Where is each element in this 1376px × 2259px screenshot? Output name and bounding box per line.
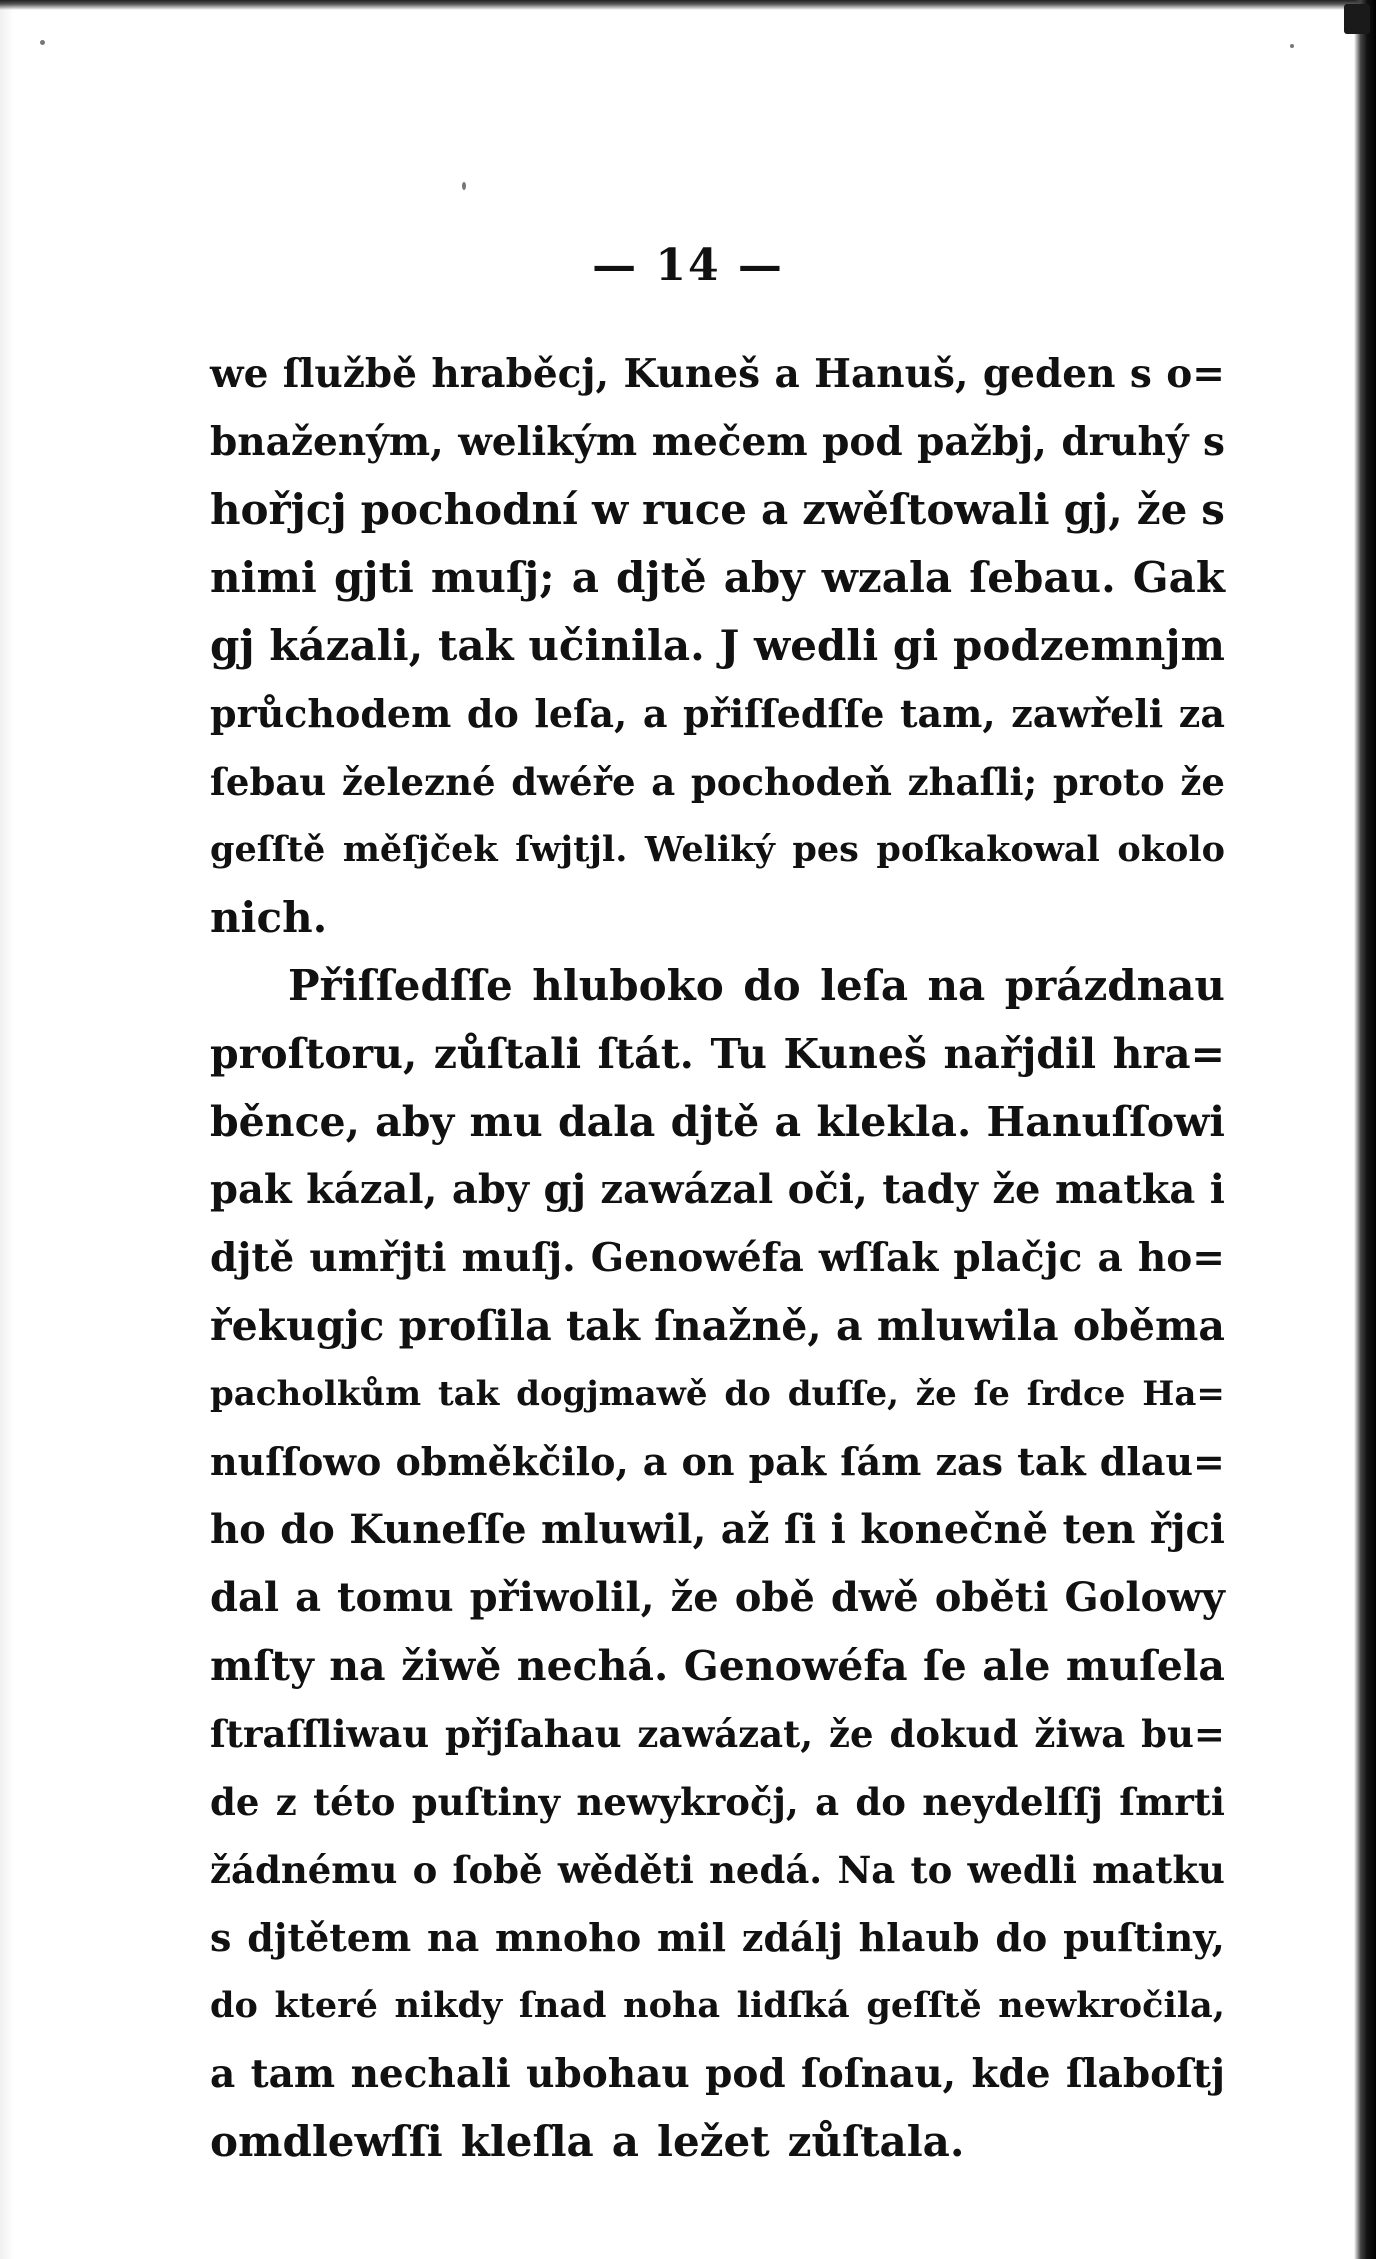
page-number: — 14 — bbox=[592, 240, 784, 291]
text-line: do které nikdy ſnad noha lidſká geſſtě newkročila, bbox=[210, 1985, 1225, 2026]
text-line: de z této puſtiny newykročj, a do neydelſſj ſmrti bbox=[210, 1780, 1225, 1824]
paragraph bbox=[210, 340, 1225, 952]
binding-clip bbox=[1344, 4, 1370, 34]
text-line: pacholkům tak dogjmawě do duſſe, že ſe ſrdce Ha= bbox=[210, 1374, 1225, 1414]
text-line: průchodem do leſa, a přiſſedſſe tam, zawřeli za bbox=[210, 691, 1225, 736]
text-line: hořjcj pochodní w ruce a zwěſtowali gj, že s bbox=[210, 485, 1225, 534]
text-line: geſſtě měſjček ſwjtjl. Weliký pes poſkakowal okolo bbox=[210, 829, 1225, 870]
text-line: bnaženým, welikým mečem pod pažbj, druhý s bbox=[210, 419, 1225, 465]
text-line: nimi gjti muſj; a djtě aby wzala ſebau. Gak bbox=[210, 553, 1225, 602]
page-top-edge-shadow bbox=[0, 0, 1376, 10]
text-line: nuſſowo obměkčilo, a on pak ſám zas tak dlau= bbox=[210, 1439, 1225, 1484]
text-line: ho do Kuneſſe mluwil, až ſi i konečně ten řjci bbox=[210, 1506, 1225, 1553]
text-line: omdlewſſi kleſla a ležet zůſtala. bbox=[210, 2117, 965, 2166]
page-right-edge-shadow bbox=[1354, 0, 1376, 2259]
text-line: dal a tomu přiwolil, že obě dwě oběti Golowy bbox=[210, 1574, 1225, 1621]
body-text bbox=[210, 340, 1225, 2176]
text-line: ſtraſſliwau přjſahau zawázat, že dokud žiwa bu= bbox=[210, 1712, 1225, 1756]
text-line: a tam nechali ubohau pod ſoſnau, kde ſlaboſtj bbox=[210, 2051, 1225, 2097]
text-line: s djtětem na mnoho mil zdálj hlaub do puſtiny, bbox=[210, 1915, 1225, 1960]
text-line: proſtoru, zůſtali ſtát. Tu Kuneš nařjdil hra= bbox=[210, 1030, 1225, 1078]
text-line: řekugjc proſila tak ſnažně, a mluwila oběma bbox=[210, 1302, 1225, 1350]
text-line: djtě umřjti muſj. Genowéfa wſſak plačjc a ho= bbox=[210, 1235, 1225, 1281]
page-left-shadow bbox=[0, 0, 14, 2259]
scan-speck bbox=[40, 40, 45, 45]
text-line: ſebau železné dwéře a pochodeň zhaſli; proto že bbox=[210, 760, 1225, 804]
paragraph bbox=[210, 952, 1225, 2176]
text-line: nich. bbox=[210, 893, 328, 942]
text-line: we ſlužbě hraběcj, Kuneš a Hanuš, geden s o= bbox=[210, 351, 1225, 397]
text-line: pak kázal, aby gj zawázal oči, tady že matka i bbox=[210, 1166, 1225, 1213]
text-line: běnce, aby mu dala djtě a klekla. Hanuſſowi bbox=[210, 1098, 1225, 1146]
scan-speck bbox=[1290, 44, 1294, 48]
text-line: gj kázali, tak učinila. J wedli gi podzemnjm bbox=[210, 621, 1225, 670]
text-line: mſty na žiwě nechá. Genowéfa ſe ale muſela bbox=[210, 1642, 1225, 1690]
text-line: žádnému o ſobě wěděti nedá. Na to wedli matku bbox=[210, 1848, 1225, 1892]
scan-speck bbox=[462, 182, 466, 190]
text-line: Přiſſedſſe hluboko do leſa na prázdnau bbox=[288, 961, 1225, 1010]
